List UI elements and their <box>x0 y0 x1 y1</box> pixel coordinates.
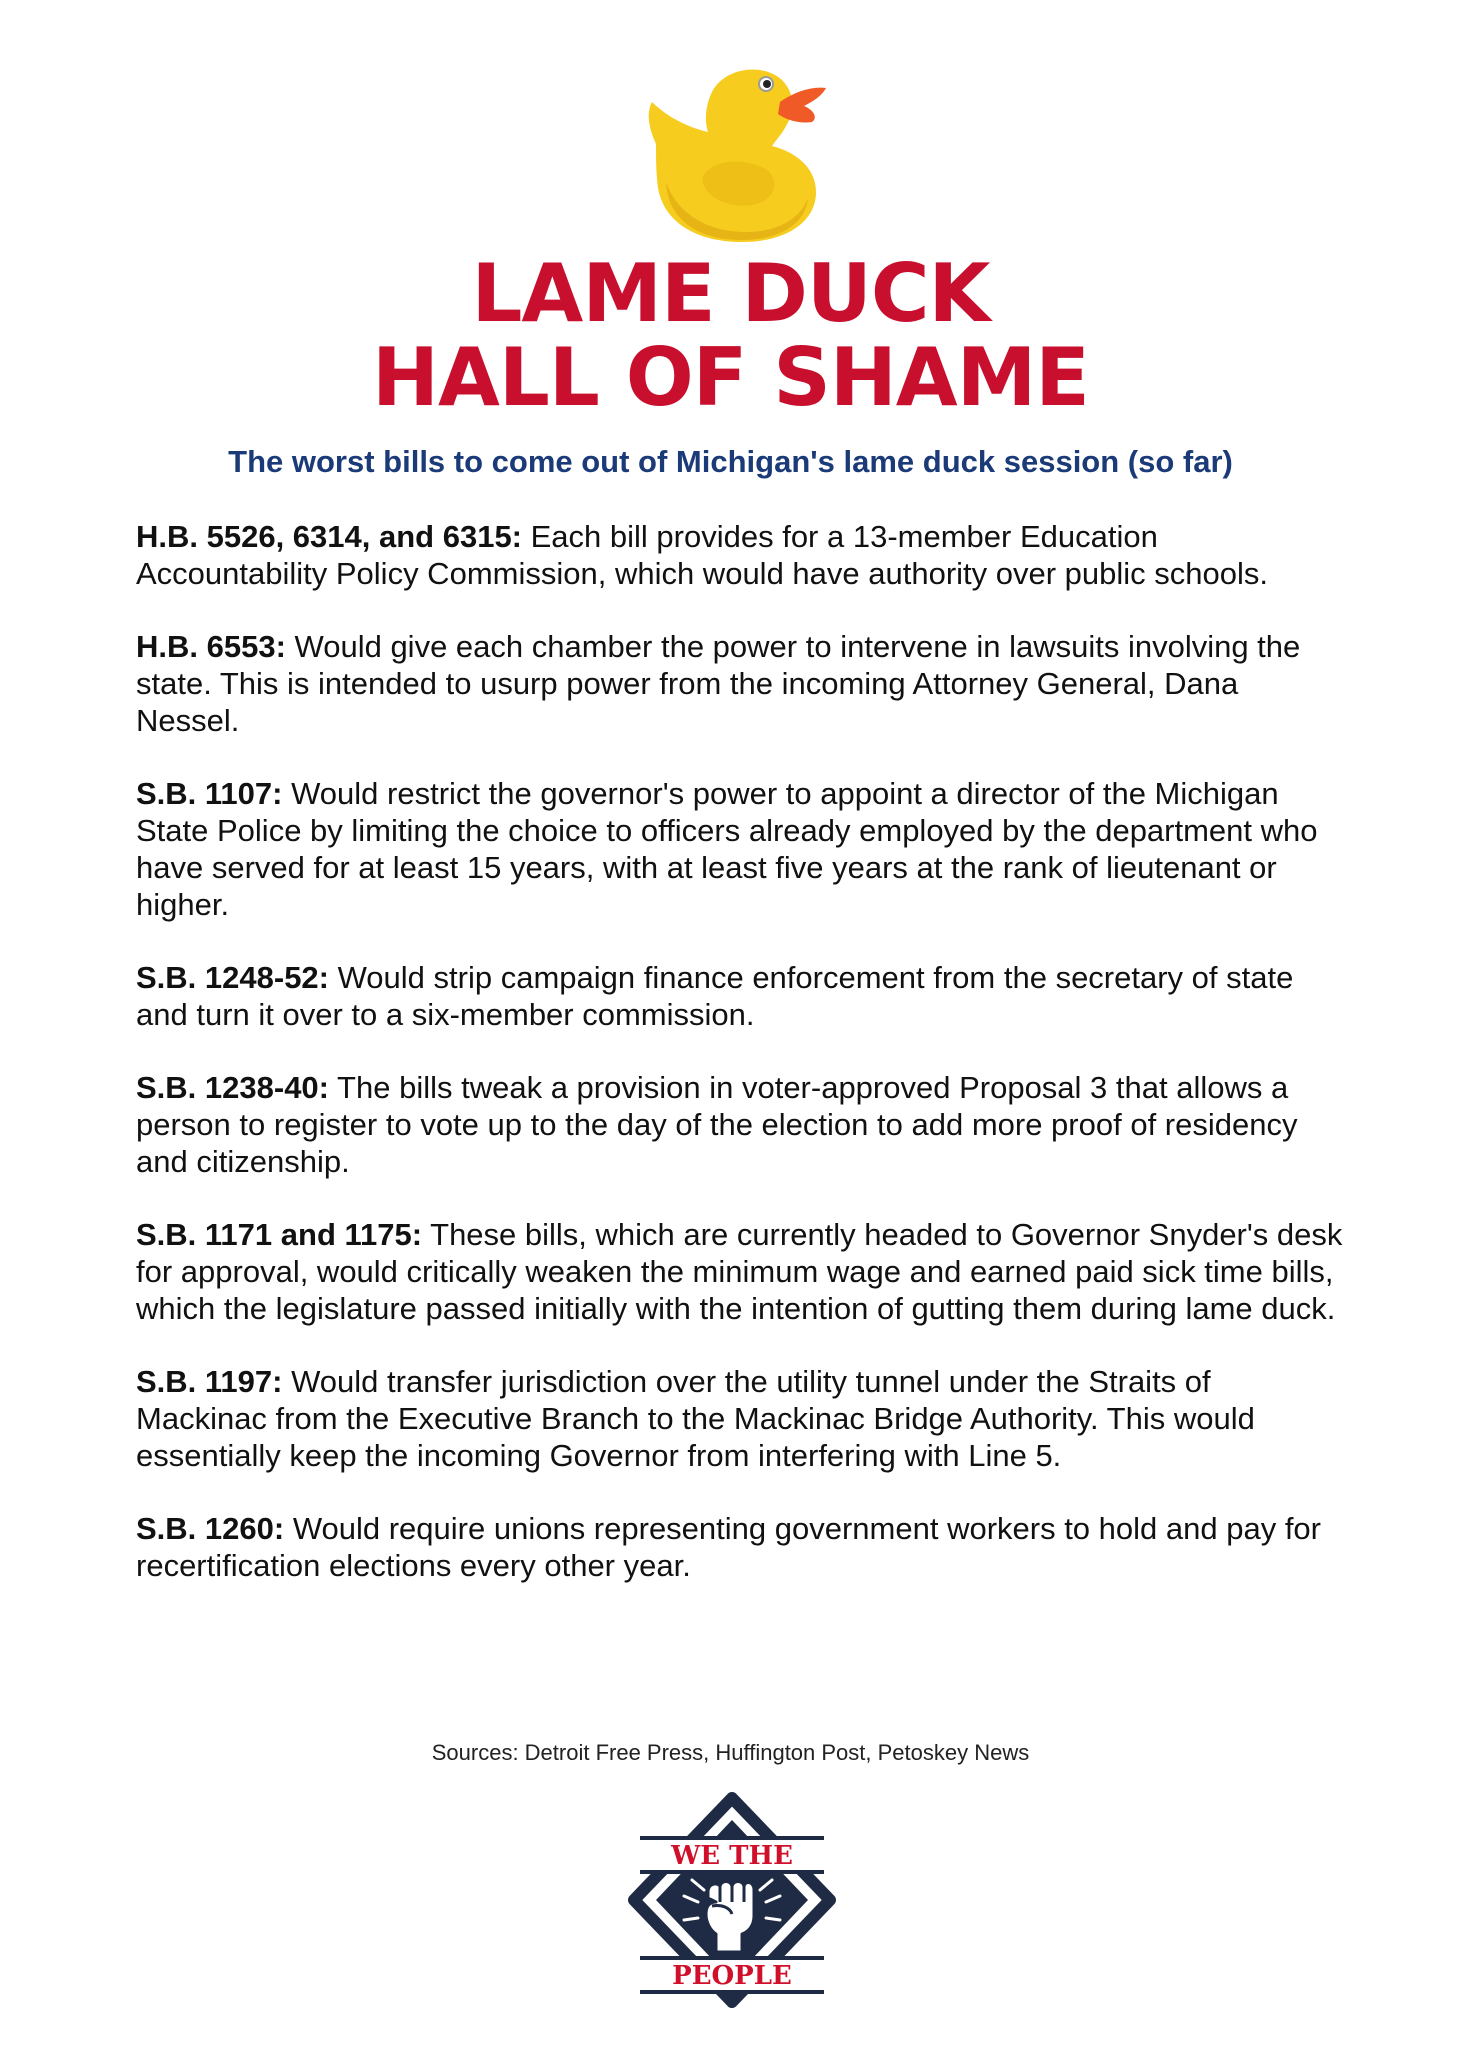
bill-item <box>136 959 1346 1033</box>
bill-description: Would give each chamber the power to intervene in lawsuits involving the state. This is intended to usurp power from the incoming Attorney General, Dana Nessel. <box>136 629 1301 738</box>
bill-code: S.B. 1238-40: <box>136 1070 329 1105</box>
bill-description: Would restrict the governor's power to appoint a director of the Michigan State Police by limiting the choice to officers already employed by the department who have served for at least 15 years, with at least five years at the rank of lieutenant or higher. <box>136 776 1318 922</box>
bill-description: Would require unions representing government workers to hold and pay for recertification elections every other year. <box>136 1511 1321 1583</box>
bill-description: These bills, which are currently headed to Governor Snyder's desk for approval, would critically weaken the minimum wage and earned paid sick time bills, which the legislature passed initially with the intention of gutting them during lame duck. <box>136 1217 1343 1326</box>
sources-line: Sources: Detroit Free Press, Huffington Post, Petoskey News <box>431 1740 1030 1765</box>
bill-code: S.B. 1248-52: <box>136 960 329 995</box>
logo-text-top: WE THE <box>671 1841 793 1871</box>
bill-code: H.B. 5526, 6314, and 6315: <box>136 519 523 554</box>
title-line-2: HALL OF SHAME <box>372 331 1089 424</box>
bill-description: Each bill provides for a 13-member Education Accountability Policy Commission, which would have authority over public schools. <box>136 519 1269 591</box>
rubber-duck-icon <box>646 62 828 246</box>
bill-item <box>136 1510 1346 1584</box>
bill-item <box>136 1216 1346 1327</box>
bill-item <box>136 775 1346 923</box>
bill-code: H.B. 6553: <box>136 629 286 664</box>
bill-item <box>136 628 1346 739</box>
bill-description: Would strip campaign finance enforcement from the secretary of state and turn it over to a six-member commission. <box>136 960 1294 1032</box>
bill-item <box>136 1363 1346 1474</box>
bill-description: The bills tweak a provision in voter-approved Proposal 3 that allows a person to register to vote up to the day of the election to add more proof of residency and citizenship. <box>136 1070 1298 1179</box>
bill-code: S.B. 1197: <box>136 1364 283 1399</box>
bill-code: S.B. 1107: <box>136 776 283 811</box>
bill-code: S.B. 1260: <box>136 1511 285 1546</box>
we-the-people-logo <box>612 1780 852 2020</box>
logo-text-bottom: PEOPLE <box>672 1961 792 1991</box>
bill-code: S.B. 1171 and 1175: <box>136 1217 423 1252</box>
subtitle: The worst bills to come out of Michigan's lame duck session (so far) <box>228 444 1233 479</box>
bill-description: Would transfer jurisdiction over the utility tunnel under the Straits of Mackinac from the Executive Branch to the Mackinac Bridge Authority. This would essentially keep the incoming Governor from interfering with Line 5. <box>136 1364 1255 1473</box>
bill-item <box>136 518 1346 592</box>
page-title <box>0 247 1461 424</box>
bill-list <box>136 518 1346 1620</box>
title-line-1: LAME DUCK <box>471 247 990 340</box>
bill-item <box>136 1069 1346 1180</box>
